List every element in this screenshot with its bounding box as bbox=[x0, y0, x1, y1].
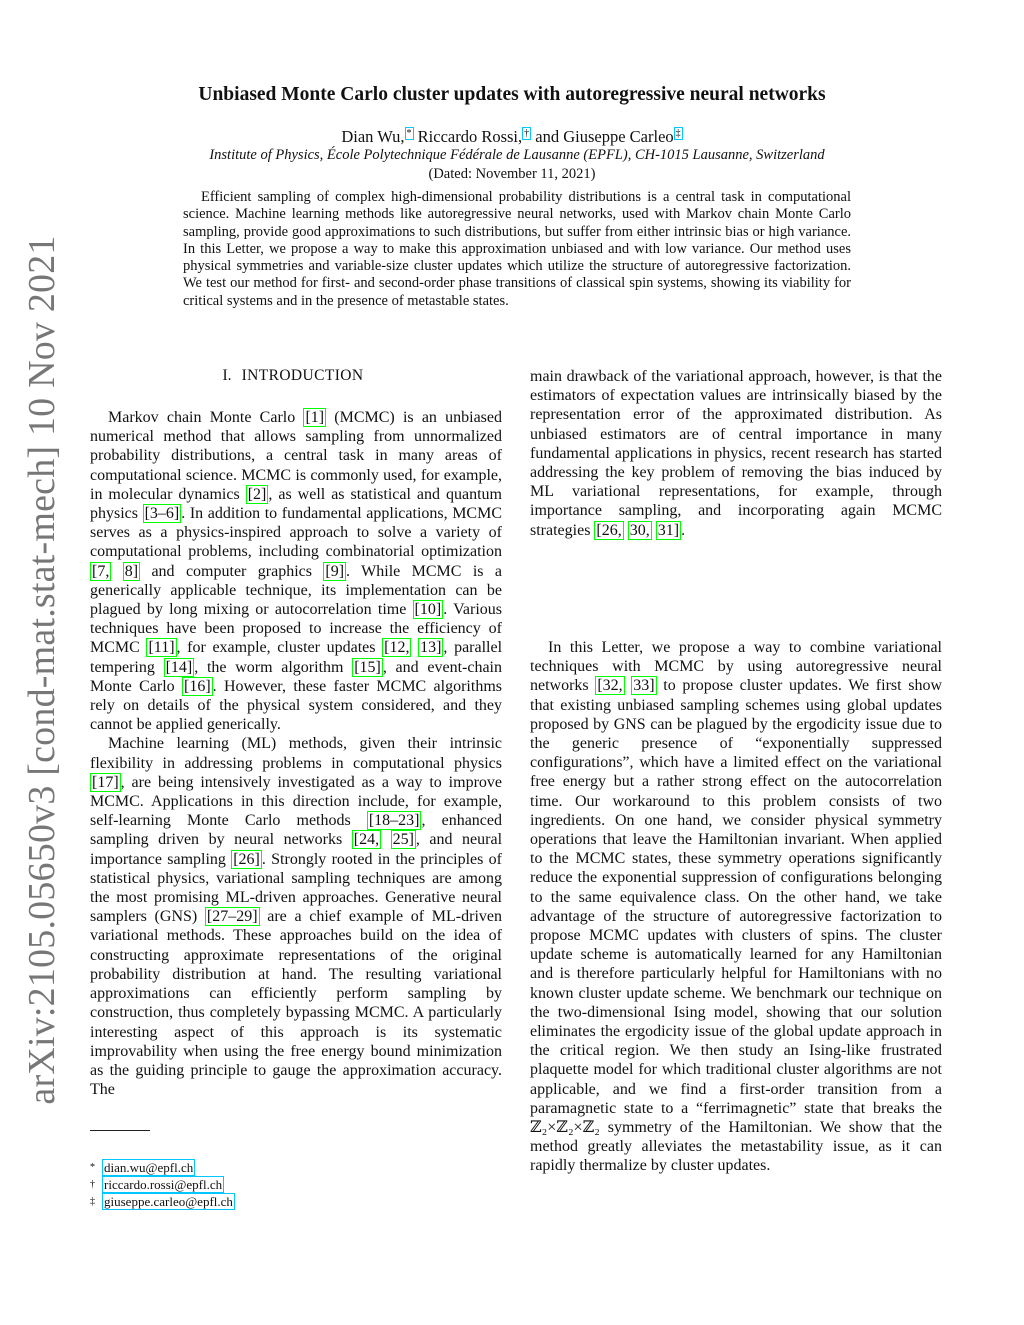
text-run: . While MCMC is a generically applicable technique, its implementation can be plagued by long mixing or autocorrelation time bbox=[90, 562, 503, 619]
text-run: . bbox=[681, 521, 686, 539]
citation-link[interactable]: [16] bbox=[184, 677, 211, 695]
citation-link[interactable]: [17] bbox=[92, 773, 119, 791]
author-footnote-link[interactable]: * bbox=[406, 127, 412, 139]
citation-link[interactable]: 30, bbox=[629, 521, 650, 539]
right-column-bottom bbox=[530, 638, 942, 1176]
footnote-mark: † bbox=[90, 1179, 95, 1190]
citation-link[interactable]: 25] bbox=[392, 831, 414, 849]
abstract-text: Efficient sampling of complex high-dimensional probability distributions is a central task in computational science. Machine learning methods like autoregressive neural networks, used with Markov chain Monte Carlo sampling, provide good approximations to such distributions, but suffer from either intrinsic bias or high variance. In this Letter, we propose a way to make this approximation unbiased and with low variance. Our method uses physical symmetries and variable-size cluster updates which utilize the structure of autoregressive factorization. We test our method for first- and second-order phase transitions of classical spin systems, showing its viability for critical systems and in the presence of metastable states. bbox=[183, 189, 851, 309]
right-column-top bbox=[530, 367, 942, 540]
section-heading bbox=[83, 367, 503, 385]
citation-link[interactable]: [24, bbox=[353, 831, 380, 849]
section-title: INTRODUCTION bbox=[241, 367, 364, 384]
text-run: , the worm algorithm bbox=[194, 658, 353, 676]
text-run: and computer graphics bbox=[140, 562, 324, 580]
paragraph bbox=[90, 734, 502, 1099]
footnote-divider bbox=[90, 1130, 150, 1131]
author-name: Dian Wu, bbox=[341, 127, 405, 146]
text-run bbox=[111, 563, 122, 580]
citation-link[interactable]: [14] bbox=[165, 658, 193, 676]
citation-link[interactable]: [10] bbox=[414, 601, 442, 619]
text-run bbox=[381, 831, 391, 848]
text-run: , enhanced sampling driven by neural networks bbox=[90, 812, 502, 849]
text-run: . Various techniques have been proposed to increase the efficiency of MCMC bbox=[90, 601, 502, 657]
author-list bbox=[0, 127, 1024, 147]
text-run: to propose cluster updates. We first show that existing unbiased sampling schemes using global updates proposed by GNS can be plagued by the ergodicity issue due to the generic presence of “exponentially suppressed configurations”, which have a limited effect on the variational free energy but a rather strong effect on the autocorrelation time. Our workaround to this problem consists of two ingredients. On one hand, we consider physical symmetry operations that leave the Hamiltonian invariant. When applied to the MCMC states, these symmetry operations significantly reduce the exponential suppression of configurations belonging to the same equivalence class. On the other hand, we take advantage of the structure of autoregressive factorization to propose MCMC updates with clusters of spins. The cluster update scheme is automatically learned for any Hamiltonian and is therefore particularly helpful for Hamiltonians with no known cluster update scheme. We benchmark our technique on the two-dimensional Ising model, showing that our solution eliminates the ergodicity issue of the global update approach in the critical region. We then study an Ising-like frustrated plaquette model for which traditional cluster algorithms are not applicable, and we find a first-order transition from a paramagnetic state to a “ferrimagnetic” state that breaks the ℤ₂×ℤ₂×ℤ₂ symmetry of the Hamiltonian. We show that the method greatly alleviates the metastability issue, as it can rapidly thermalize by cluster updates. bbox=[530, 677, 943, 1175]
paragraph bbox=[90, 408, 502, 734]
text-run: , as well as statistical and quantum physics bbox=[90, 485, 503, 523]
text-run: are a chief example of ML-driven variational methods. These approaches build on the idea of constructing approximate representations of the original probability distribution at hand. The resulting variational approximations can efficiently perform sampling by construction, thus completely bypassing MCMC. A particularly interesting aspect of this approach is its systematic improvability when using the free energy bound minimization as the guiding principle to gauge the approximation accuracy. The bbox=[90, 908, 502, 1099]
affiliation: Institute of Physics, École Polytechnique Fédérale de Lausanne (EPFL), CH-1015 Lausanne, Switzerland bbox=[209, 147, 825, 163]
citation-link[interactable]: [18–23] bbox=[368, 812, 420, 830]
paragraph bbox=[530, 638, 942, 1176]
text-run: . Strongly rooted in the principles of statistical physics, variational sampling techniques are among the most promising ML-driven approaches. Generative neural samplers (GNS) bbox=[90, 850, 503, 926]
citation-link[interactable]: [26, bbox=[596, 521, 622, 539]
footnote-item bbox=[90, 1176, 235, 1193]
citation-link[interactable]: [7, bbox=[92, 562, 110, 580]
text-run: , for example, cluster updates bbox=[176, 639, 383, 657]
citation-link[interactable]: [15] bbox=[354, 658, 381, 676]
author-footnote-link[interactable]: † bbox=[524, 127, 530, 139]
citation-link[interactable]: 33] bbox=[633, 677, 655, 695]
author-footnote-link[interactable]: ‡ bbox=[675, 127, 681, 139]
citation-link[interactable]: 13] bbox=[420, 639, 442, 657]
left-column bbox=[90, 408, 502, 1099]
text-run: Markov chain Monte Carlo bbox=[108, 409, 304, 426]
abstract bbox=[183, 189, 851, 310]
author-name: and Giuseppe Carleo bbox=[535, 127, 674, 146]
email-link[interactable]: giuseppe.carleo@epfl.ch bbox=[104, 1194, 233, 1209]
footnote-mark: ‡ bbox=[90, 1196, 95, 1207]
citation-link[interactable]: [12, bbox=[384, 639, 410, 657]
citation-link[interactable]: [32, bbox=[597, 677, 623, 695]
paper-title: Unbiased Monte Carlo cluster updates with autoregressive neural networks bbox=[198, 84, 826, 105]
email-link[interactable]: riccardo.rossi@epfl.ch bbox=[104, 1177, 223, 1192]
footnote-mark: * bbox=[90, 1162, 95, 1173]
arxiv-identifier-stamp bbox=[14, 235, 70, 1105]
footnote-item bbox=[90, 1193, 235, 1210]
text-run: . In addition to fundamental applications, MCMC serves as a physics-inspired approach to solve a variety of computational problems, including combinatorial optimization bbox=[90, 505, 502, 561]
text-run: , parallel tempering bbox=[90, 639, 503, 676]
date-line: (Dated: November 11, 2021) bbox=[428, 166, 596, 182]
citation-link[interactable]: [2] bbox=[247, 485, 267, 503]
citation-link[interactable]: [1] bbox=[305, 409, 325, 426]
footnotes bbox=[90, 1159, 235, 1210]
text-run: , and event-chain Monte Carlo bbox=[90, 658, 502, 695]
email-link[interactable]: dian.wu@epfl.ch bbox=[104, 1160, 194, 1175]
text-run: In this Letter, we propose a way to combine variational techniques with MCMC by using autoregressive neural networks bbox=[530, 639, 942, 695]
footnote-item bbox=[90, 1159, 235, 1176]
text-run: , are being intensively investigated as a way to improve MCMC. Applications in this direction include, for example, self-learning Monte Carlo methods bbox=[90, 773, 502, 830]
author-name: Riccardo Rossi, bbox=[417, 127, 523, 146]
arxiv-id-text[interactable]: arXiv:2105.05650v3 [cond-mat.stat-mech] 10 Nov 2021 bbox=[21, 235, 63, 1105]
citation-link[interactable]: [3–6] bbox=[144, 505, 180, 523]
citation-link[interactable]: 31] bbox=[657, 521, 680, 539]
text-run: main drawback of the variational approach, however, is that the estimators of expectation values are intrinsically biased by the representation error of the approximated distribution. As unbiased estimators are of central importance in many fundamental applications in physics, recent research has started addressing the key problem of removing the bias induced by ML variational representations, for example, through importance sampling, and incorporating again MCMC strategies bbox=[530, 368, 942, 539]
section-number: I. bbox=[222, 367, 232, 384]
citation-link[interactable]: [26] bbox=[233, 850, 260, 868]
text-run: Machine learning (ML) methods, given their intrinsic flexibility in addressing problems in computational physics bbox=[90, 735, 502, 772]
text-run: (MCMC) is an unbiased numerical method that allows sampling from unnormalized probability distributions, a central task in many areas of computational science. MCMC is commonly used, for example, in molecular dynamics bbox=[90, 409, 502, 503]
paragraph-continued bbox=[530, 367, 942, 540]
citation-link[interactable]: [11] bbox=[148, 639, 175, 657]
text-run: , and neural importance sampling bbox=[90, 831, 503, 868]
citation-link[interactable]: [9] bbox=[325, 562, 345, 580]
citation-link[interactable]: [27–29] bbox=[206, 908, 258, 926]
text-run: . However, these faster MCMC algorithms rely on details of the physical system considered, and they cannot be applied generically. bbox=[90, 677, 502, 734]
citation-link[interactable]: 8] bbox=[124, 562, 139, 580]
